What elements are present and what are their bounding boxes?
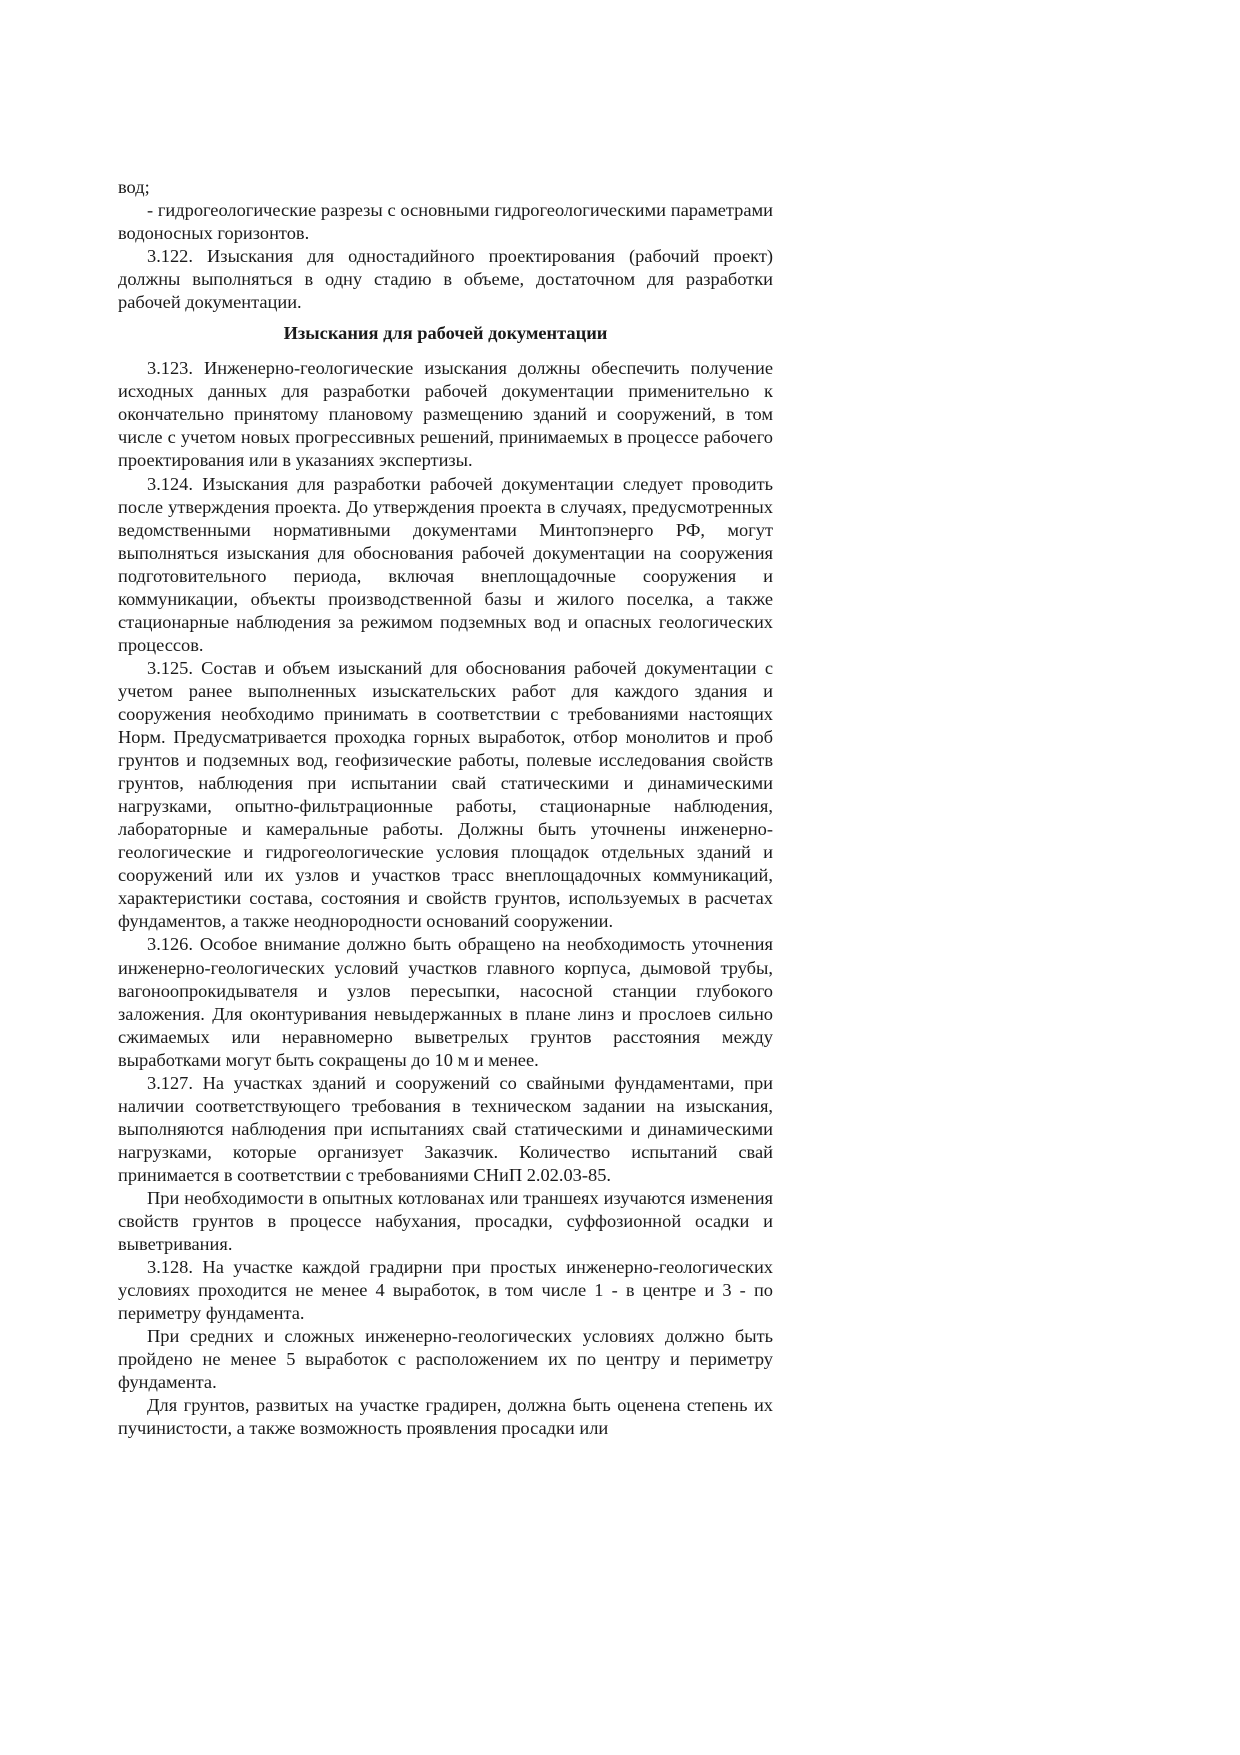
- paragraph-pits-trenches: При необходимости в опытных котлованах или траншеях изучаются изменения свойств грунтов в процессе набухания, просадки, суффозионной осадки и выветривания.: [118, 1187, 773, 1255]
- paragraph-3-126: 3.126. Особое внимание должно быть обращено на необходимость уточнения инженерно-геологических условий участков главного корпуса, дымовой трубы, вагоноопрокидывателя и узлов пересыпки, насосной станции глубокого заложения. Для оконтуривания невыдержанных в плане линз и прослоев сильно сжимаемых или неравномерно выветрелых грунтов расстояния между выработками могут быть сокращены до 10 м и менее.: [118, 934, 773, 1070]
- section-heading: Изыскания для рабочей документации: [283, 323, 608, 344]
- document-body: [118, 176, 773, 1440]
- paragraph-3-125: 3.125. Состав и объем изысканий для обоснования рабочей документации с учетом ранее выполненных изыскательских работ для каждого здания и сооружения необходимо принимать в соответствии с требованиями настоящих Норм. Предусматривается проходка горных выработок, отбор монолитов и проб грунтов и подземных вод, геофизические работы, полевые исследования свойств грунтов, наблюдения при испытании свай статическими и динамическими нагрузками, опытно-фильтрационные работы, стационарные наблюдения, лабораторные и камеральные работы. Должны быть уточнены инженерно-геологические и гидрогеологические условия площадок отдельных зданий и сооружений или их узлов и участков трасс внеплощадочных коммуникаций, характеристики состава, состояния и свойств грунтов, используемых в расчетах фундаментов, а также неоднородности оснований сооружении.: [118, 657, 773, 932]
- paragraph-continuation: вод;: [118, 177, 150, 197]
- paragraph-3-124: 3.124. Изыскания для разработки рабочей документации следует проводить после утверждения проекта. До утверждения проекта в случаях, предусмотренных ведомственными нормативными документами Минтопэнерго РФ, могут выполняться изыскания для обоснования рабочей документации на сооружения подготовительного периода, включая внеплощадочные сооружения и коммуникации, объекты производственной базы и жилого поселка, а также стационарные наблюдения за режимом подземных вод и опасных геологических процессов.: [118, 473, 773, 655]
- paragraph-3-123: 3.123. Инженерно-геологические изыскания должны обеспечить получение исходных данных для разработки рабочей документации применительно к окончательно принятому плановому размещению зданий и сооружений, в том числе с учетом новых прогрессивных решений, принимаемых в процессе рабочего проектирования или в указаниях экспертизы.: [118, 358, 773, 471]
- paragraph-3-127: 3.127. На участках зданий и сооружений со свайными фундаментами, при наличии соответствующего требования в техническом задании на изыскания, выполняются наблюдения при испытаниях свай статическими и динамическими нагрузками, которые организует Заказчик. Количество испытаний свай принимается в соответствии с требованиями СНиП 2.02.03-85.: [118, 1072, 773, 1185]
- paragraph-heaving-soils: Для грунтов, развитых на участке градирен, должна быть оценена степень их пучинистости, а также возможность проявления просадки или: [118, 1395, 773, 1439]
- paragraph-hydro-sections: - гидрогеологические разрезы с основными гидрогеологическими параметрами водоносных горизонтов.: [118, 200, 773, 244]
- paragraph-3-122: 3.122. Изыскания для одностадийного проектирования (рабочий проект) должны выполняться в одну стадию в объеме, достаточном для разработки рабочей документации.: [118, 246, 773, 313]
- paragraph-3-128: 3.128. На участке каждой градирни при простых инженерно-геологических условиях проходится не менее 4 выработок, в том числе 1 - в центре и 3 - по периметру фундамента.: [118, 1257, 773, 1324]
- paragraph-complex-conditions: При средних и сложных инженерно-геологических условиях должно быть пройдено не менее 5 выработок с расположением их по центру и периметру фундамента.: [118, 1326, 773, 1393]
